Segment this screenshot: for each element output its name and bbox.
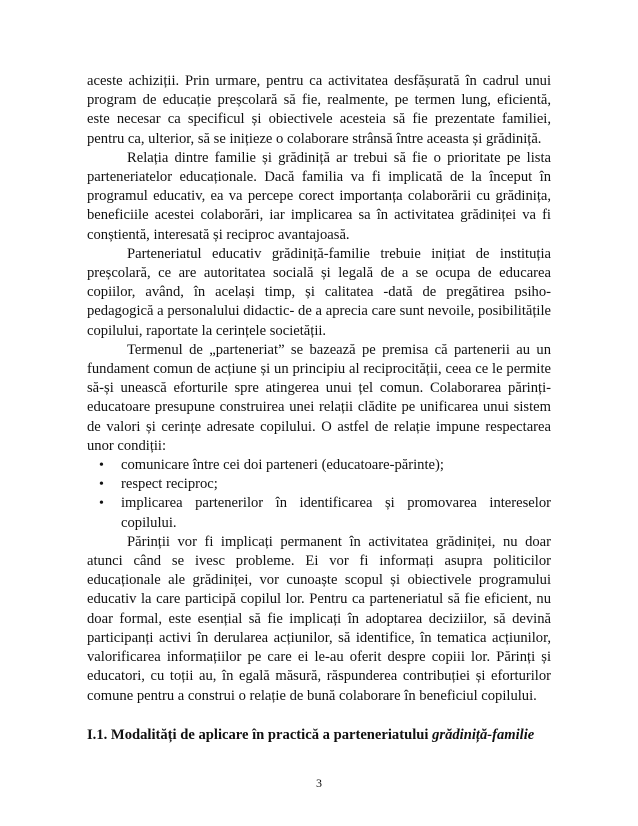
paragraph-5: Părinții vor fi implicați permanent în activitatea grădiniței, nu doar atunci când se ivesc probleme. Ei vor fi informați asupra politicilor educaționale ale grădiniței, vor cunoaște scopul și obiectivele programului educativ la care participă copilul lor. Pentru ca parteneriatul să fie eficient, nu doar formal, este esențial să fie implicați în adoptarea deciziilor, să devină participanți activi în derularea acțiunilor, să identifice, în tematica acțiunilor, valorificarea informațiilor pe care ei le-au oferit despre copiii lor. Părinți și educatori, cu toții au, în egală măsură, răspunderea contribuției și eforturilor comune pentru a construi o relație de bună colaborare în beneficiul copilului. [87, 533, 551, 704]
section-heading [87, 726, 551, 745]
section-heading-prefix: I.1. Modalități de aplicare în practică a parteneriatului [87, 726, 433, 743]
bullet-icon: • [99, 477, 104, 493]
conditions-list [87, 456, 551, 533]
paragraph-1: aceste achiziții. Prin urmare, pentru ca activitatea desfășurată în cadrul unui program de educație preșcolară să fie, realmente, pe termen lung, eficientă, este necesar ca specificul și obiectivele acesteia să fie prezentate familiei, pentru ca, ulterior, să se inițieze o colaborare strânsă între aceasta și grădiniță. [87, 73, 551, 147]
list-item [99, 494, 551, 532]
paragraph-3: Parteneriatul educativ grădiniță-familie trebuie inițiat de instituția preșcolară, ce are autoritatea socială și legală de a se ocupa de educarea copiilor, având, în același timp, și calitatea -dată de pregătirea psiho-pedagogică a personalului didactic- de a aprecia care sunt nevoile, posibilitățile copilului, raportate la cerințele societății. [87, 245, 551, 339]
list-item-text: comunicare între cei doi parteneri (educatoare-părinte); [121, 457, 444, 474]
list-item-text: implicarea partenerilor în identificarea și promovarea intereselor copilului. [121, 495, 551, 531]
bullet-icon: • [99, 458, 104, 474]
list-item [99, 456, 551, 475]
document-page [87, 72, 551, 745]
spacer [87, 706, 551, 726]
bullet-icon: • [99, 496, 104, 512]
paragraph-4: Termenul de „parteneriat” se bazează pe premisa că partenerii au un fundament comun de acțiune și un principiu al reciprocității, ceea ce le permite să-și unească eforturile spre atingerea unui țel comun. Colaborarea părinți-educatoare presupune construirea unei relații clădite pe unificarea unui sistem de valori și cerințe adresate copilului. O astfel de relație impune respectarea unor condiții: [87, 341, 551, 454]
page-number: 3 [316, 776, 322, 790]
list-item-text: respect reciproc; [121, 476, 218, 493]
section-heading-emphasis: grădiniță-familie [432, 726, 535, 743]
list-item [99, 475, 551, 494]
paragraph-2: Relația dintre familie și grădiniță ar trebui să fie o prioritate pe lista parteneriatelor educaționale. Dacă familia va fi implicată de la început în programul educativ, ea va percepe corect importanța colaborării cu grădinița, beneficiile acestei colaborări, iar implicarea sa în activitatea grădiniței va fi conștientă, interesată și reciproc avantajoasă. [87, 149, 551, 243]
